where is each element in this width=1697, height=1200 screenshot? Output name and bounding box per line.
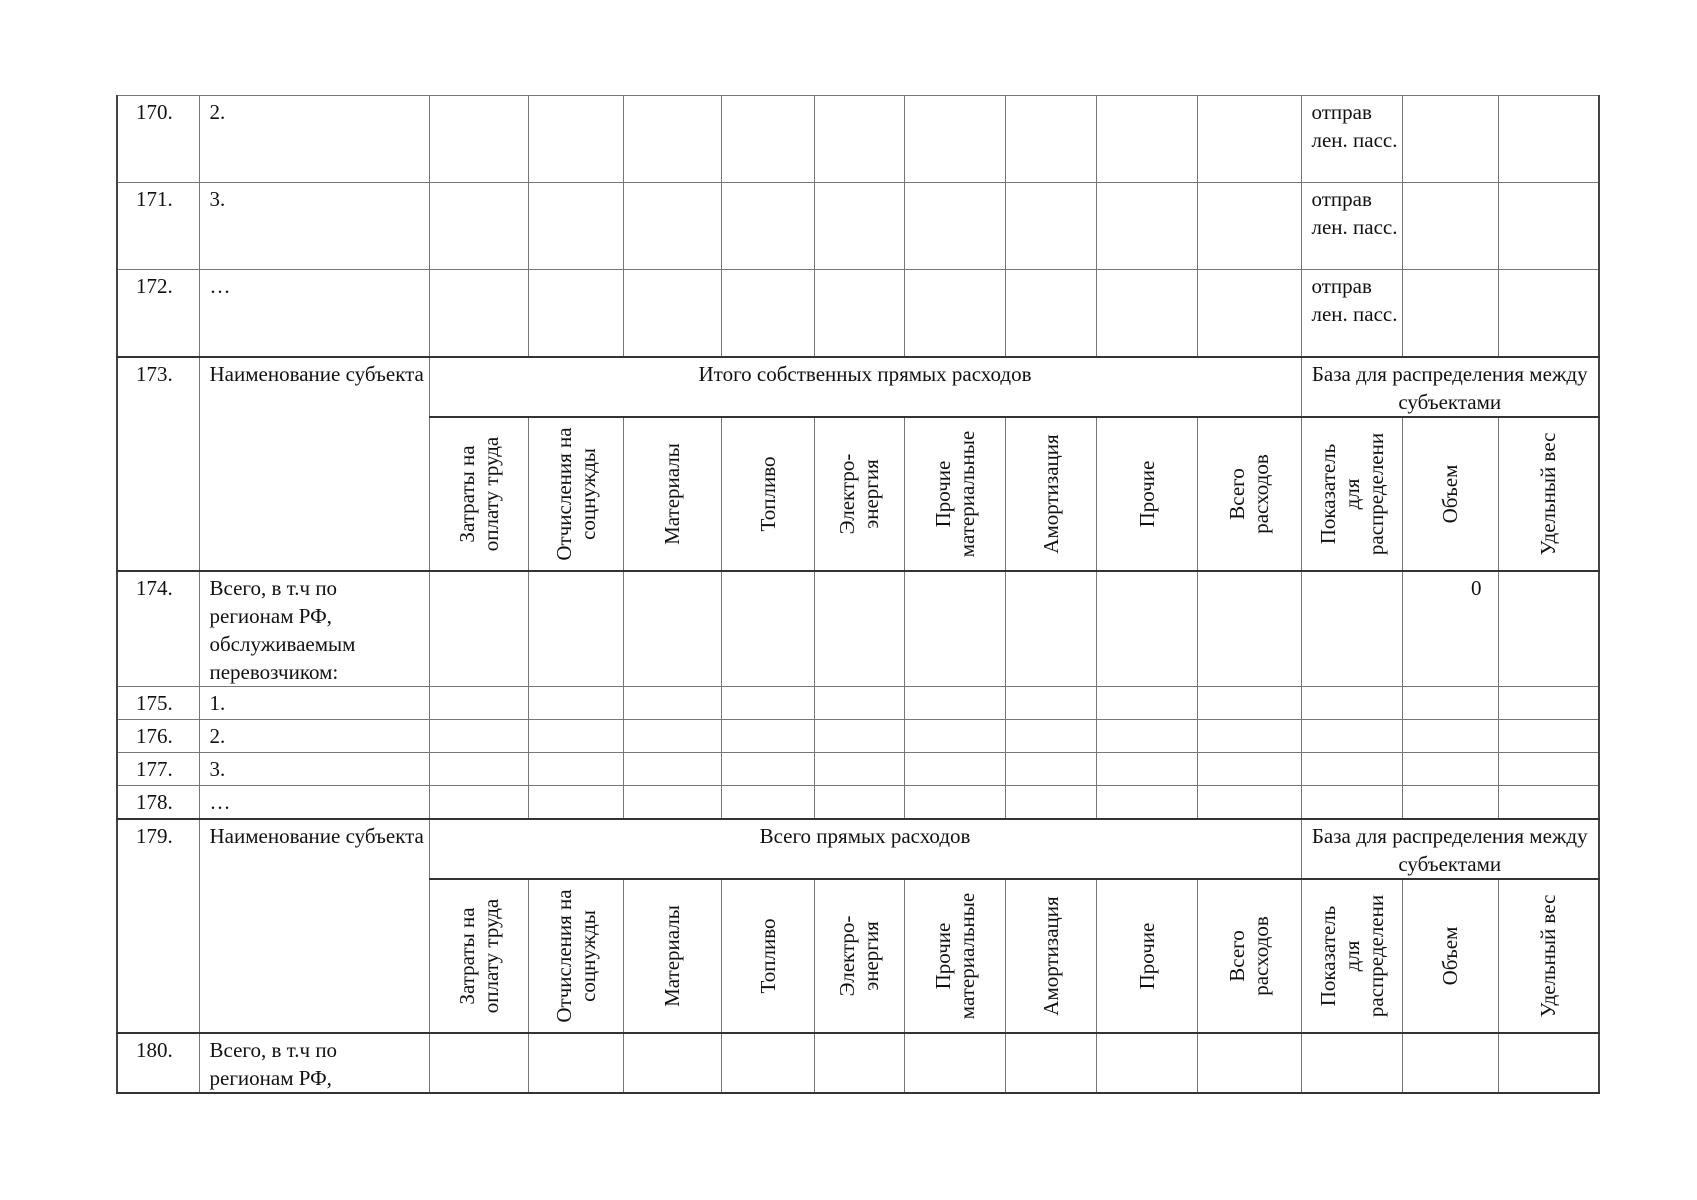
cell [1301, 687, 1402, 720]
cell [1096, 183, 1197, 270]
cell [1498, 687, 1599, 720]
cell [1096, 1033, 1197, 1093]
row-unit: отправ лен. пасс. [1301, 96, 1402, 183]
cell [1197, 183, 1301, 270]
cell [623, 183, 721, 270]
table-row [117, 753, 1599, 786]
cell [814, 1033, 904, 1093]
cell [1498, 270, 1599, 358]
cost-distribution-table [116, 95, 1600, 1094]
col-header-fuel [721, 879, 814, 1033]
cell [623, 753, 721, 786]
cell [721, 753, 814, 786]
cell [1005, 183, 1096, 270]
cell [623, 96, 721, 183]
cell [1301, 786, 1402, 820]
col-label: Объем [1438, 926, 1462, 986]
col-header-other-material [904, 879, 1005, 1033]
cell [721, 270, 814, 358]
row-name: Всего, в т.ч по регионам РФ, [199, 1033, 429, 1093]
cell [1402, 786, 1498, 820]
cell [1402, 270, 1498, 358]
col-label: Материалы [660, 905, 684, 1007]
cell [1402, 1033, 1498, 1093]
col-label: Электро-энергия [835, 453, 883, 535]
cell [904, 786, 1005, 820]
cell [904, 753, 1005, 786]
row-name: 1. [199, 687, 429, 720]
cell [1005, 270, 1096, 358]
row-name: 3. [199, 183, 429, 270]
cell [623, 687, 721, 720]
cell [904, 96, 1005, 183]
cost-distribution-table-wrapper [116, 95, 1600, 1094]
cell [904, 571, 1005, 687]
col-label: Электро-энергия [835, 915, 883, 997]
cell [1498, 96, 1599, 183]
col-label: Прочие материальные [930, 892, 979, 1020]
cell [429, 571, 528, 687]
cell [429, 1033, 528, 1093]
row-number: 172. [117, 270, 199, 358]
subject-name-header: Наименование субъекта [199, 819, 429, 1033]
row-unit: отправ лен. пасс. [1301, 183, 1402, 270]
cell [1402, 183, 1498, 270]
cell [721, 183, 814, 270]
col-header-fuel [721, 417, 814, 571]
cell [623, 720, 721, 753]
cell [814, 571, 904, 687]
cell [429, 720, 528, 753]
row-name: 2. [199, 720, 429, 753]
block1-header-row [117, 357, 1599, 417]
cell [528, 96, 623, 183]
cell [721, 687, 814, 720]
table-row [117, 96, 1599, 183]
cell [1402, 720, 1498, 753]
cell [1096, 270, 1197, 358]
col-header-energy [814, 879, 904, 1033]
col-header-materials [623, 417, 721, 571]
cell [1402, 753, 1498, 786]
cell [721, 96, 814, 183]
base-header: База для распределения между субъектами [1301, 819, 1599, 879]
cell [1197, 786, 1301, 820]
col-label: Удельный вес [1536, 432, 1561, 556]
cell [1498, 753, 1599, 786]
row-name: 3. [199, 753, 429, 786]
col-label: Отчисления на соцнужды [551, 889, 600, 1023]
cell [623, 1033, 721, 1093]
cell [1096, 786, 1197, 820]
cell [814, 270, 904, 358]
table-row [117, 687, 1599, 720]
cell [904, 183, 1005, 270]
cell [623, 270, 721, 358]
table-row [117, 270, 1599, 358]
group-header: Итого собственных прямых расходов [429, 357, 1301, 417]
cell [904, 720, 1005, 753]
cell [528, 270, 623, 358]
col-header-labor [429, 417, 528, 571]
col-header-indicator [1301, 417, 1402, 571]
col-label: Материалы [660, 443, 684, 545]
cell [429, 753, 528, 786]
cell [1096, 687, 1197, 720]
row-number: 180. [117, 1033, 199, 1093]
cell [1197, 1033, 1301, 1093]
cell [623, 571, 721, 687]
cell [814, 687, 904, 720]
cell [814, 720, 904, 753]
cell [1005, 96, 1096, 183]
cell [1197, 96, 1301, 183]
cell [528, 786, 623, 820]
cell [904, 687, 1005, 720]
col-header-other [1096, 879, 1197, 1033]
cell [528, 753, 623, 786]
col-header-social [528, 879, 623, 1033]
col-header-depreciation [1005, 417, 1096, 571]
row-number: 175. [117, 687, 199, 720]
cell [1005, 571, 1096, 687]
subject-name-header: Наименование субъекта [199, 357, 429, 571]
col-header-total [1197, 879, 1301, 1033]
base-header: База для распределения между субъектами [1301, 357, 1599, 417]
cell [528, 183, 623, 270]
col-header-social [528, 417, 623, 571]
cell [1402, 96, 1498, 183]
cell [721, 720, 814, 753]
row-number: 177. [117, 753, 199, 786]
cell [429, 96, 528, 183]
cell [528, 720, 623, 753]
cell [721, 786, 814, 820]
col-label: Прочие материальные [930, 430, 979, 558]
col-header-labor [429, 879, 528, 1033]
col-header-depreciation [1005, 879, 1096, 1033]
cell [1498, 720, 1599, 753]
cell [1498, 1033, 1599, 1093]
cell [1498, 786, 1599, 820]
cell [1301, 753, 1402, 786]
row-number: 176. [117, 720, 199, 753]
cell [814, 786, 904, 820]
cell [1096, 720, 1197, 753]
table-row [117, 786, 1599, 820]
cell [1197, 571, 1301, 687]
col-label: Прочие [1134, 922, 1159, 990]
cell [814, 753, 904, 786]
col-header-volume [1402, 879, 1498, 1033]
cell [721, 571, 814, 687]
cell [1096, 571, 1197, 687]
cell [1498, 183, 1599, 270]
cell [721, 1033, 814, 1093]
cell [1005, 720, 1096, 753]
row-number: 179. [117, 819, 199, 1033]
cell [1197, 753, 1301, 786]
cell [814, 96, 904, 183]
col-header-other [1096, 417, 1197, 571]
row-unit: отправ лен. пасс. [1301, 270, 1402, 358]
row-name: … [199, 270, 429, 358]
col-label: Всего расходов [1225, 916, 1273, 996]
row-number: 171. [117, 183, 199, 270]
cell [429, 687, 528, 720]
cell [814, 183, 904, 270]
cell [1005, 1033, 1096, 1093]
col-label: Удельный вес [1536, 894, 1561, 1018]
col-header-other-material [904, 417, 1005, 571]
cell [528, 687, 623, 720]
col-header-weight [1498, 879, 1599, 1033]
table-row [117, 720, 1599, 753]
cell [1498, 571, 1599, 687]
col-header-energy [814, 417, 904, 571]
cell [429, 270, 528, 358]
col-label: Амортизация [1038, 896, 1063, 1016]
col-label: Затраты на оплату труда [454, 436, 503, 552]
cell [1096, 96, 1197, 183]
col-label: Объем [1438, 464, 1462, 524]
cell [1301, 1033, 1402, 1093]
col-label: Отчисления на соцнужды [551, 427, 600, 561]
row-name: Всего, в т.ч по регионам РФ, обслуживаемым перевозчиком: [199, 571, 429, 687]
group-header: Всего прямых расходов [429, 819, 1301, 879]
row-name: 2. [199, 96, 429, 183]
volume-value: 0 [1402, 571, 1498, 687]
cell [1005, 687, 1096, 720]
col-header-indicator [1301, 879, 1402, 1033]
col-header-total [1197, 417, 1301, 571]
cell [429, 786, 528, 820]
block2-header-row [117, 819, 1599, 879]
col-label: Топливо [755, 456, 780, 532]
col-label: Амортизация [1038, 434, 1063, 554]
cell [1301, 571, 1402, 687]
cell [1005, 753, 1096, 786]
col-header-volume [1402, 417, 1498, 571]
cell [904, 1033, 1005, 1093]
cell [1301, 720, 1402, 753]
cell [1197, 270, 1301, 358]
col-label: Показатель для распределени [1315, 894, 1388, 1018]
cell [623, 786, 721, 820]
cell [904, 270, 1005, 358]
cell [429, 183, 528, 270]
col-label: Всего расходов [1225, 454, 1273, 534]
row-number: 173. [117, 357, 199, 571]
cell [1197, 687, 1301, 720]
row-name: … [199, 786, 429, 820]
col-label: Показатель для распределени [1315, 432, 1388, 556]
row-number: 174. [117, 571, 199, 687]
row-number: 170. [117, 96, 199, 183]
table-row [117, 183, 1599, 270]
col-label: Прочие [1134, 460, 1159, 528]
table-row [117, 571, 1599, 687]
cell [1197, 720, 1301, 753]
cell [1402, 687, 1498, 720]
cell [1096, 753, 1197, 786]
col-header-materials [623, 879, 721, 1033]
col-label: Топливо [755, 918, 780, 994]
cell [1005, 786, 1096, 820]
col-header-weight [1498, 417, 1599, 571]
row-number: 178. [117, 786, 199, 820]
cell [528, 571, 623, 687]
cell [528, 1033, 623, 1093]
table-row [117, 1033, 1599, 1093]
col-label: Затраты на оплату труда [454, 898, 503, 1014]
